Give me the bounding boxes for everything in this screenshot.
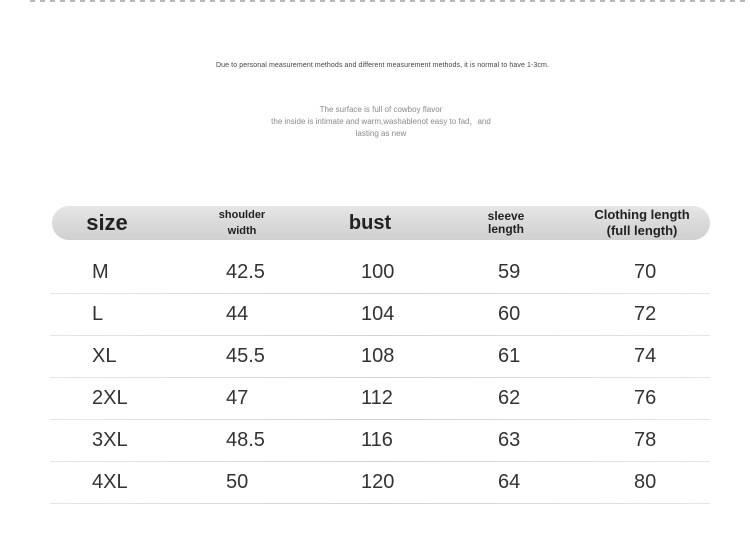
cell-size: XL xyxy=(92,345,117,367)
fabric-description-line: lasting as new xyxy=(355,129,407,138)
cell-shoulder-width: 47 xyxy=(226,387,249,409)
cell-shoulder-width: 44 xyxy=(226,303,249,325)
fabric-description-line: the inside is intimate and warm,washablenot easy to fad，and xyxy=(271,117,491,126)
cell-shoulder-width: 48.5 xyxy=(226,429,265,451)
table-row xyxy=(50,462,710,504)
header-sleeve-length-line: sleeve xyxy=(487,209,525,223)
header-shoulder-width-line: width xyxy=(227,225,257,237)
table-row xyxy=(50,336,710,378)
cell-sleeve-length: 60 xyxy=(498,303,521,325)
header-shoulder-width-line: shoulder xyxy=(218,209,266,221)
cell-bust: 104 xyxy=(361,303,395,325)
header-clothing-length-line: Clothing length xyxy=(594,207,690,222)
header-shoulder-width xyxy=(202,206,282,240)
table-row xyxy=(50,420,710,462)
cell-clothing-length: 72 xyxy=(634,303,657,325)
cell-clothing-length: 76 xyxy=(634,387,657,409)
cell-sleeve-length: 63 xyxy=(498,429,521,451)
cell-sleeve-length: 64 xyxy=(498,471,521,493)
cell-size: 3XL xyxy=(92,429,128,451)
cell-bust: 116 xyxy=(361,429,393,451)
cell-size: M xyxy=(92,261,109,283)
header-sleeve-length-line: length xyxy=(488,222,524,236)
cell-size: 4XL xyxy=(92,471,128,493)
cell-sleeve-length: 59 xyxy=(498,261,521,283)
cell-clothing-length: 78 xyxy=(634,429,657,451)
cell-bust: 112 xyxy=(361,387,393,409)
table-row xyxy=(50,294,710,336)
header-sleeve-length xyxy=(468,206,544,240)
measurement-note: Due to personal measurement methods and different measurement methods, it is normal to have 1-3cm. xyxy=(216,62,549,69)
cell-sleeve-length: 61 xyxy=(498,345,521,367)
fabric-description xyxy=(0,104,750,140)
cell-clothing-length: 70 xyxy=(634,261,657,283)
size-table-body xyxy=(50,252,710,504)
header-clothing-length xyxy=(580,206,704,240)
header-bust: bust xyxy=(348,211,392,234)
header-size: size xyxy=(86,210,128,235)
cell-shoulder-width: 42.5 xyxy=(226,261,265,283)
cell-bust: 100 xyxy=(361,261,395,283)
cell-size: 2XL xyxy=(92,387,128,409)
cell-clothing-length: 74 xyxy=(634,345,657,367)
table-row xyxy=(50,378,710,420)
fabric-description-line: The surface is full of cowboy flavor xyxy=(319,105,443,114)
cell-shoulder-width: 50 xyxy=(226,471,249,493)
cell-bust: 120 xyxy=(361,471,395,493)
cell-sleeve-length: 62 xyxy=(498,387,521,409)
cell-clothing-length: 80 xyxy=(634,471,657,493)
top-dashed-divider xyxy=(30,0,750,2)
cell-bust: 108 xyxy=(361,345,395,367)
size-table-header xyxy=(52,206,710,240)
header-clothing-length-line: (full length) xyxy=(606,223,678,238)
cell-shoulder-width: 45.5 xyxy=(226,345,265,367)
table-row xyxy=(50,252,710,294)
cell-size: L xyxy=(92,303,104,325)
